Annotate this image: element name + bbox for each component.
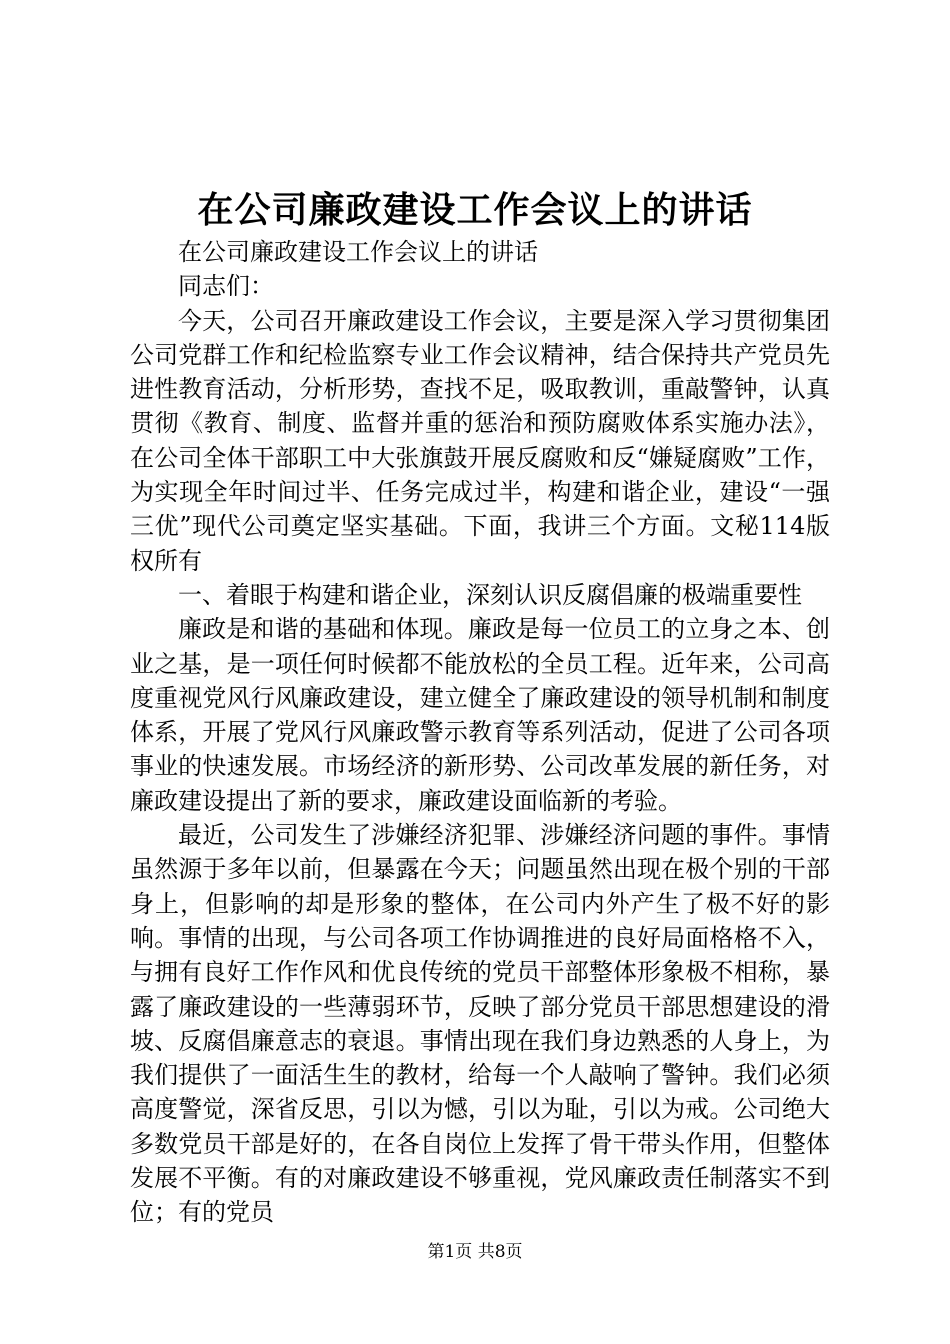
paragraph-salutation: 同志们： — [178, 272, 274, 301]
paragraph-body: 廉政是和谐的基础和体现。廉政是每一位员工的立身之本、创业之基，是一项任何时候都不能放松的全员工程。近年来，公司高度重视党风行风廉政建设，建立健全了廉政建设的领导机制和制度体系，开展了党风行风廉政警示教育等系列活动，促进了公司各项事业的快速发展。市场经济的新形势、公司改革发展的新任务，对廉政建设提出了新的要求，廉政建设面临新的考验。 — [130, 615, 830, 815]
paragraph-subtitle: 在公司廉政建设工作会议上的讲话 — [178, 238, 538, 266]
paragraph-intro: 今天，公司召开廉政建设工作会议，主要是深入学习贯彻集团公司党群工作和纪检监察专业工作会议精神，结合保持共产党员先进性教育活动，分析形势，查找不足，吸取教训，重敲警钟，认真贯彻《教育、制度、监督并重的惩治和预防腐败体系实施办法》，在公司全体干部职工中大张旗鼓开展反腐败和反“嫌疑腐败”工作，为实现全年时间过半、任务完成过半，构建和谐企业，建设“一强三优”现代公司奠定坚实基础。下面，我讲三个方面。文秘114版权所有 — [130, 306, 830, 575]
page-number-footer: 第1页 共8页 — [427, 1242, 523, 1262]
document-title: 在公司廉政建设工作会议上的讲话 — [197, 189, 753, 231]
paragraph-body: 最近，公司发生了涉嫌经济犯罪、涉嫌经济问题的事件。事情虽然源于多年以前，但暴露在今天；问题虽然出现在极个别的干部身上，但影响的却是形象的整体，在公司内外产生了极不好的影响。事情的出现，与公司各项工作协调推进的良好局面格格不入，与拥有良好工作作风和优良传统的党员干部整体形象极不相称，暴露了廉政建设的一些薄弱环节，反映了部分党员干部思想建设的滑坡、反腐倡廉意志的衰退。事情出现在我们身边熟悉的人身上，为我们提供了一面活生生的教材，给每一个人敲响了警钟。我们必须高度警觉，深省反思，引以为憾，引以为耻，引以为戒。公司绝大多数党员干部是好的，在各自岗位上发挥了骨干带头作用，但整体发展不平衡。有的对廉政建设不够重视，党风廉政责任制落实不到位；有的党员 — [130, 821, 830, 1227]
document-body — [130, 235, 830, 1230]
section-heading-1: 一、着眼于构建和谐企业，深刻认识反腐倡廉的极端重要性 — [178, 580, 802, 609]
